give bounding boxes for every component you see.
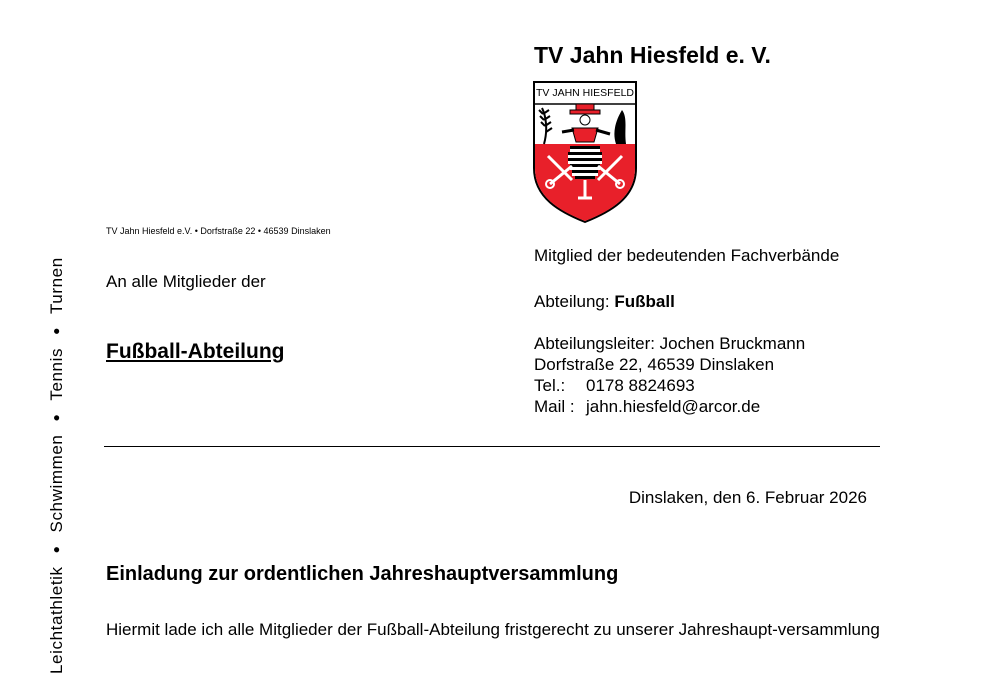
bullet-separator: ● bbox=[49, 545, 63, 554]
department-heading: Fußball-Abteilung bbox=[106, 340, 285, 363]
crest-lettering: TV JAHN HIESFELD bbox=[535, 87, 635, 99]
sport-leichtathletik: Leichtathletik bbox=[47, 566, 66, 674]
club-name: TV Jahn Hiesfeld e. V. bbox=[534, 42, 771, 68]
department-street: Dorfstraße 22, 46539 Dinslaken bbox=[534, 355, 775, 374]
bullet-separator: ● bbox=[49, 327, 63, 335]
letter-title: Einladung zur ordentlichen Jahreshauptversammlung bbox=[106, 563, 619, 585]
mail-address[interactable]: jahn.hiesfeld@arcor.de bbox=[586, 397, 761, 416]
phone-label: Tel.: bbox=[534, 376, 566, 395]
division-line bbox=[534, 292, 675, 312]
salutation: An alle Mitglieder der bbox=[106, 272, 266, 291]
club-crest-logo bbox=[532, 80, 638, 224]
sport-turnen: Turnen bbox=[47, 257, 66, 315]
mail-line bbox=[534, 397, 760, 417]
sender-line: TV Jahn Hiesfeld e.V. • Dorfstraße 22 • 46539 Dinslaken bbox=[106, 226, 331, 236]
date-line: Dinslaken, den 6. Februar 2026 bbox=[628, 488, 867, 507]
division-value: Fußball bbox=[614, 292, 675, 311]
membership-line: Mitglied der bedeutenden Fachverbände bbox=[534, 246, 840, 265]
mail-label: Mail : bbox=[534, 397, 575, 416]
division-label: Abteilung: bbox=[534, 292, 610, 311]
department-head: Abteilungsleiter: Jochen Bruckmann bbox=[534, 334, 806, 353]
phone-number: 0178 8824693 bbox=[586, 376, 695, 395]
header-divider bbox=[104, 446, 880, 447]
bullet-separator: ● bbox=[49, 413, 63, 422]
sport-schwimmen: Schwimmen bbox=[47, 434, 66, 533]
sport-tennis: Tennis bbox=[47, 347, 66, 401]
letter-body: Hiermit lade ich alle Mitglieder der Fußball-Abteilung fristgerecht zu unserer Jahreshaupt-versammlung bbox=[106, 620, 880, 639]
phone-line bbox=[534, 376, 695, 396]
sports-sidebar bbox=[47, 257, 67, 674]
